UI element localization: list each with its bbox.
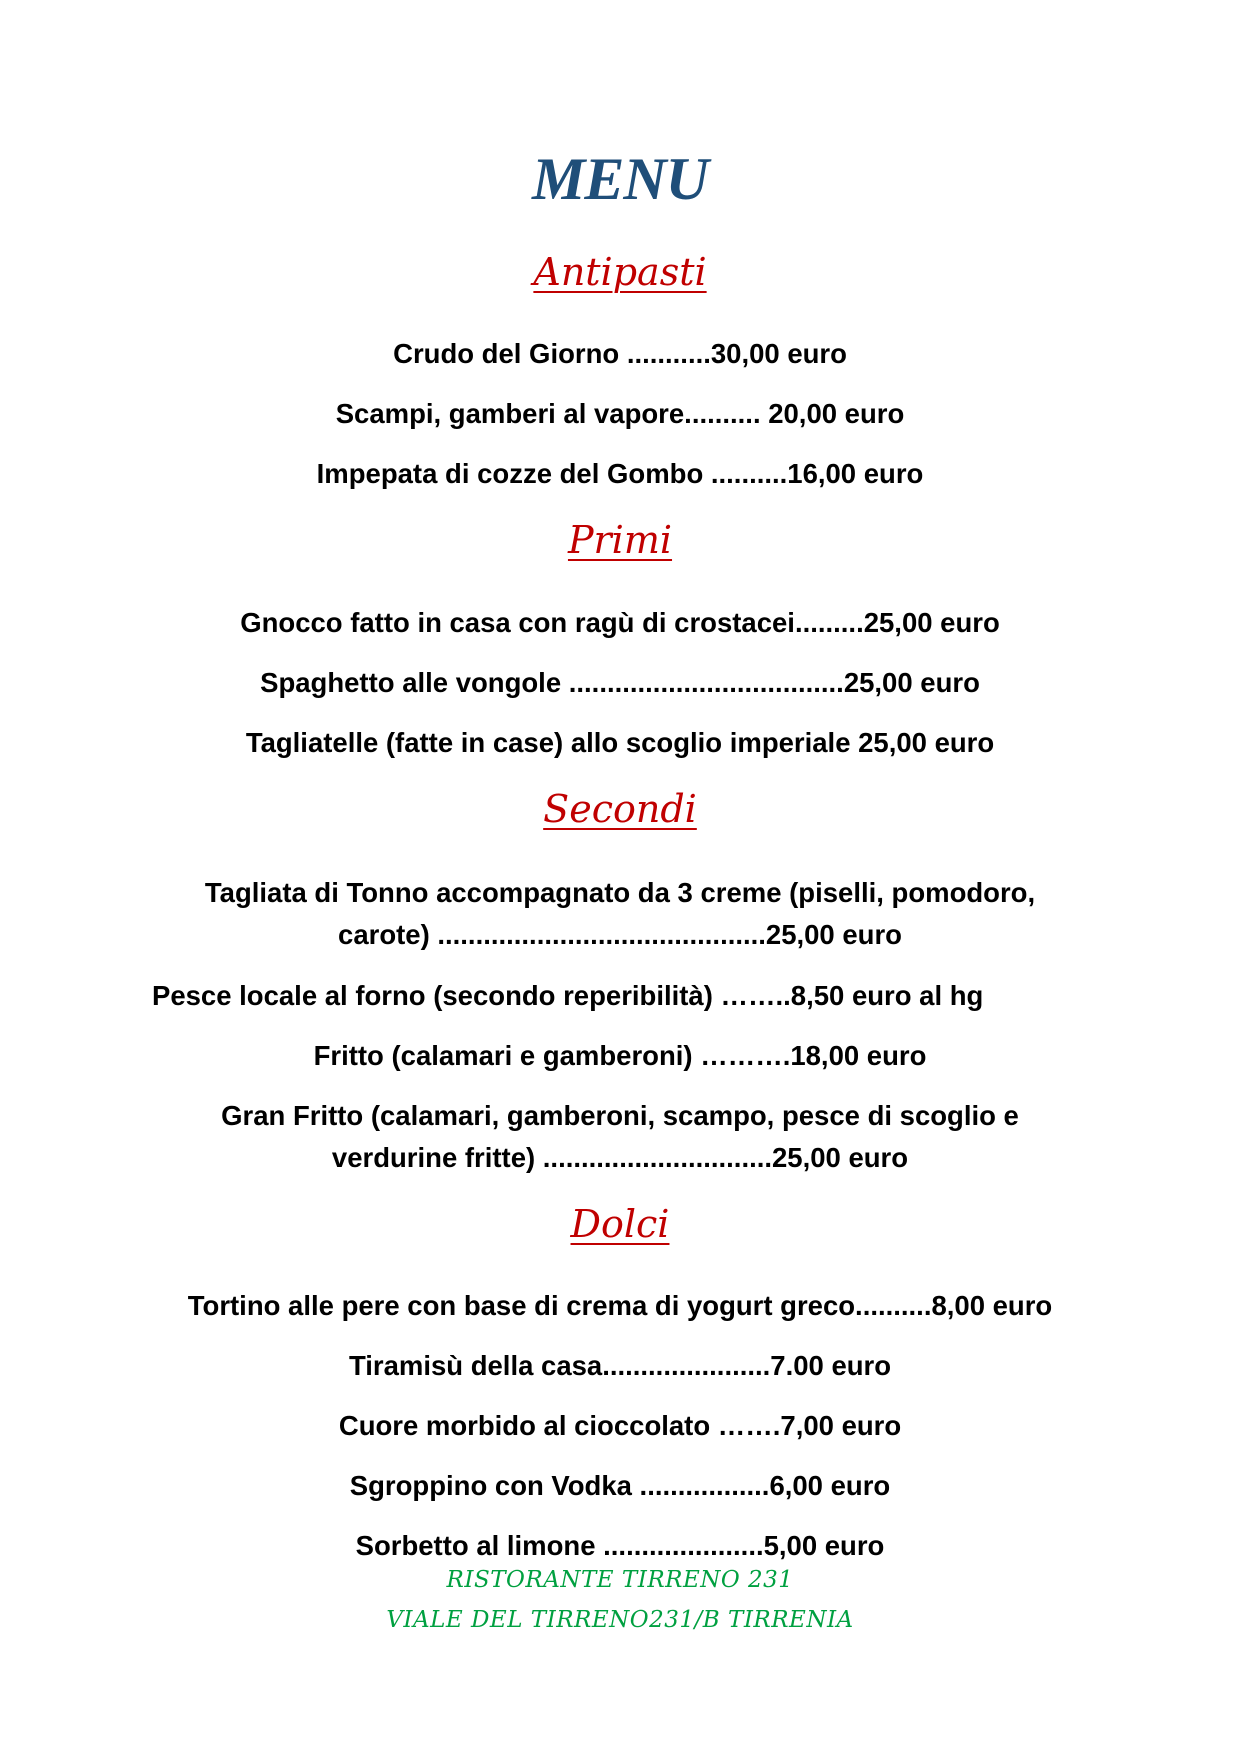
menu-item: Sorbetto al limone .....................5,00 euro xyxy=(355,1530,885,1561)
menu-item: Tiramisù della casa......................7.00 euro xyxy=(348,1350,892,1381)
menu-item: Cuore morbido al cioccolato …….7,00 euro xyxy=(338,1410,902,1441)
menu-item: Sgroppino con Vodka .................6,00 euro xyxy=(349,1470,891,1501)
section-heading-secondi: Secondi xyxy=(543,787,697,831)
section-heading-dolci: Dolci xyxy=(570,1202,670,1246)
footer-restaurant-name: RISTORANTE TIRRENO 231 xyxy=(446,1567,794,1593)
menu-item: Scampi, gamberi al vapore.......... 20,00 euro xyxy=(335,398,905,429)
menu-item: Tagliatelle (fatte in case) allo scoglio imperiale 25,00 euro xyxy=(245,727,995,758)
menu-item: Tagliata di Tonno accompagnato da 3 creme (piselli, pomodoro, xyxy=(204,877,1036,908)
menu-item: Fritto (calamari e gamberoni) ……….18,00 euro xyxy=(313,1040,927,1071)
menu-item: Impepata di cozze del Gombo ..........16,00 euro xyxy=(316,458,924,489)
menu-item: Pesce locale al forno (secondo reperibilità) ……..8,50 euro al hg xyxy=(152,980,984,1011)
menu-item-continuation: verdurine fritte) ..............................25,00 euro xyxy=(331,1142,909,1173)
footer-address: VIALE DEL TIRRENO231/B TIRRENIA xyxy=(386,1607,854,1633)
section-heading-antipasti: Antipasti xyxy=(533,250,707,294)
menu-item: Crudo del Giorno ...........30,00 euro xyxy=(393,338,847,369)
menu-item: Tortino alle pere con base di crema di yogurt greco..........8,00 euro xyxy=(187,1290,1053,1321)
menu-item: Spaghetto alle vongole ....................................25,00 euro xyxy=(260,667,980,698)
menu-item: Gnocco fatto in casa con ragù di crostacei.........25,00 euro xyxy=(240,607,1000,638)
menu-item-continuation: carote) ...........................................25,00 euro xyxy=(338,919,902,950)
menu-item: Gran Fritto (calamari, gamberoni, scampo, pesce di scoglio e xyxy=(221,1100,1019,1131)
section-heading-primi: Primi xyxy=(567,518,673,562)
page-title: MENU xyxy=(531,146,709,212)
